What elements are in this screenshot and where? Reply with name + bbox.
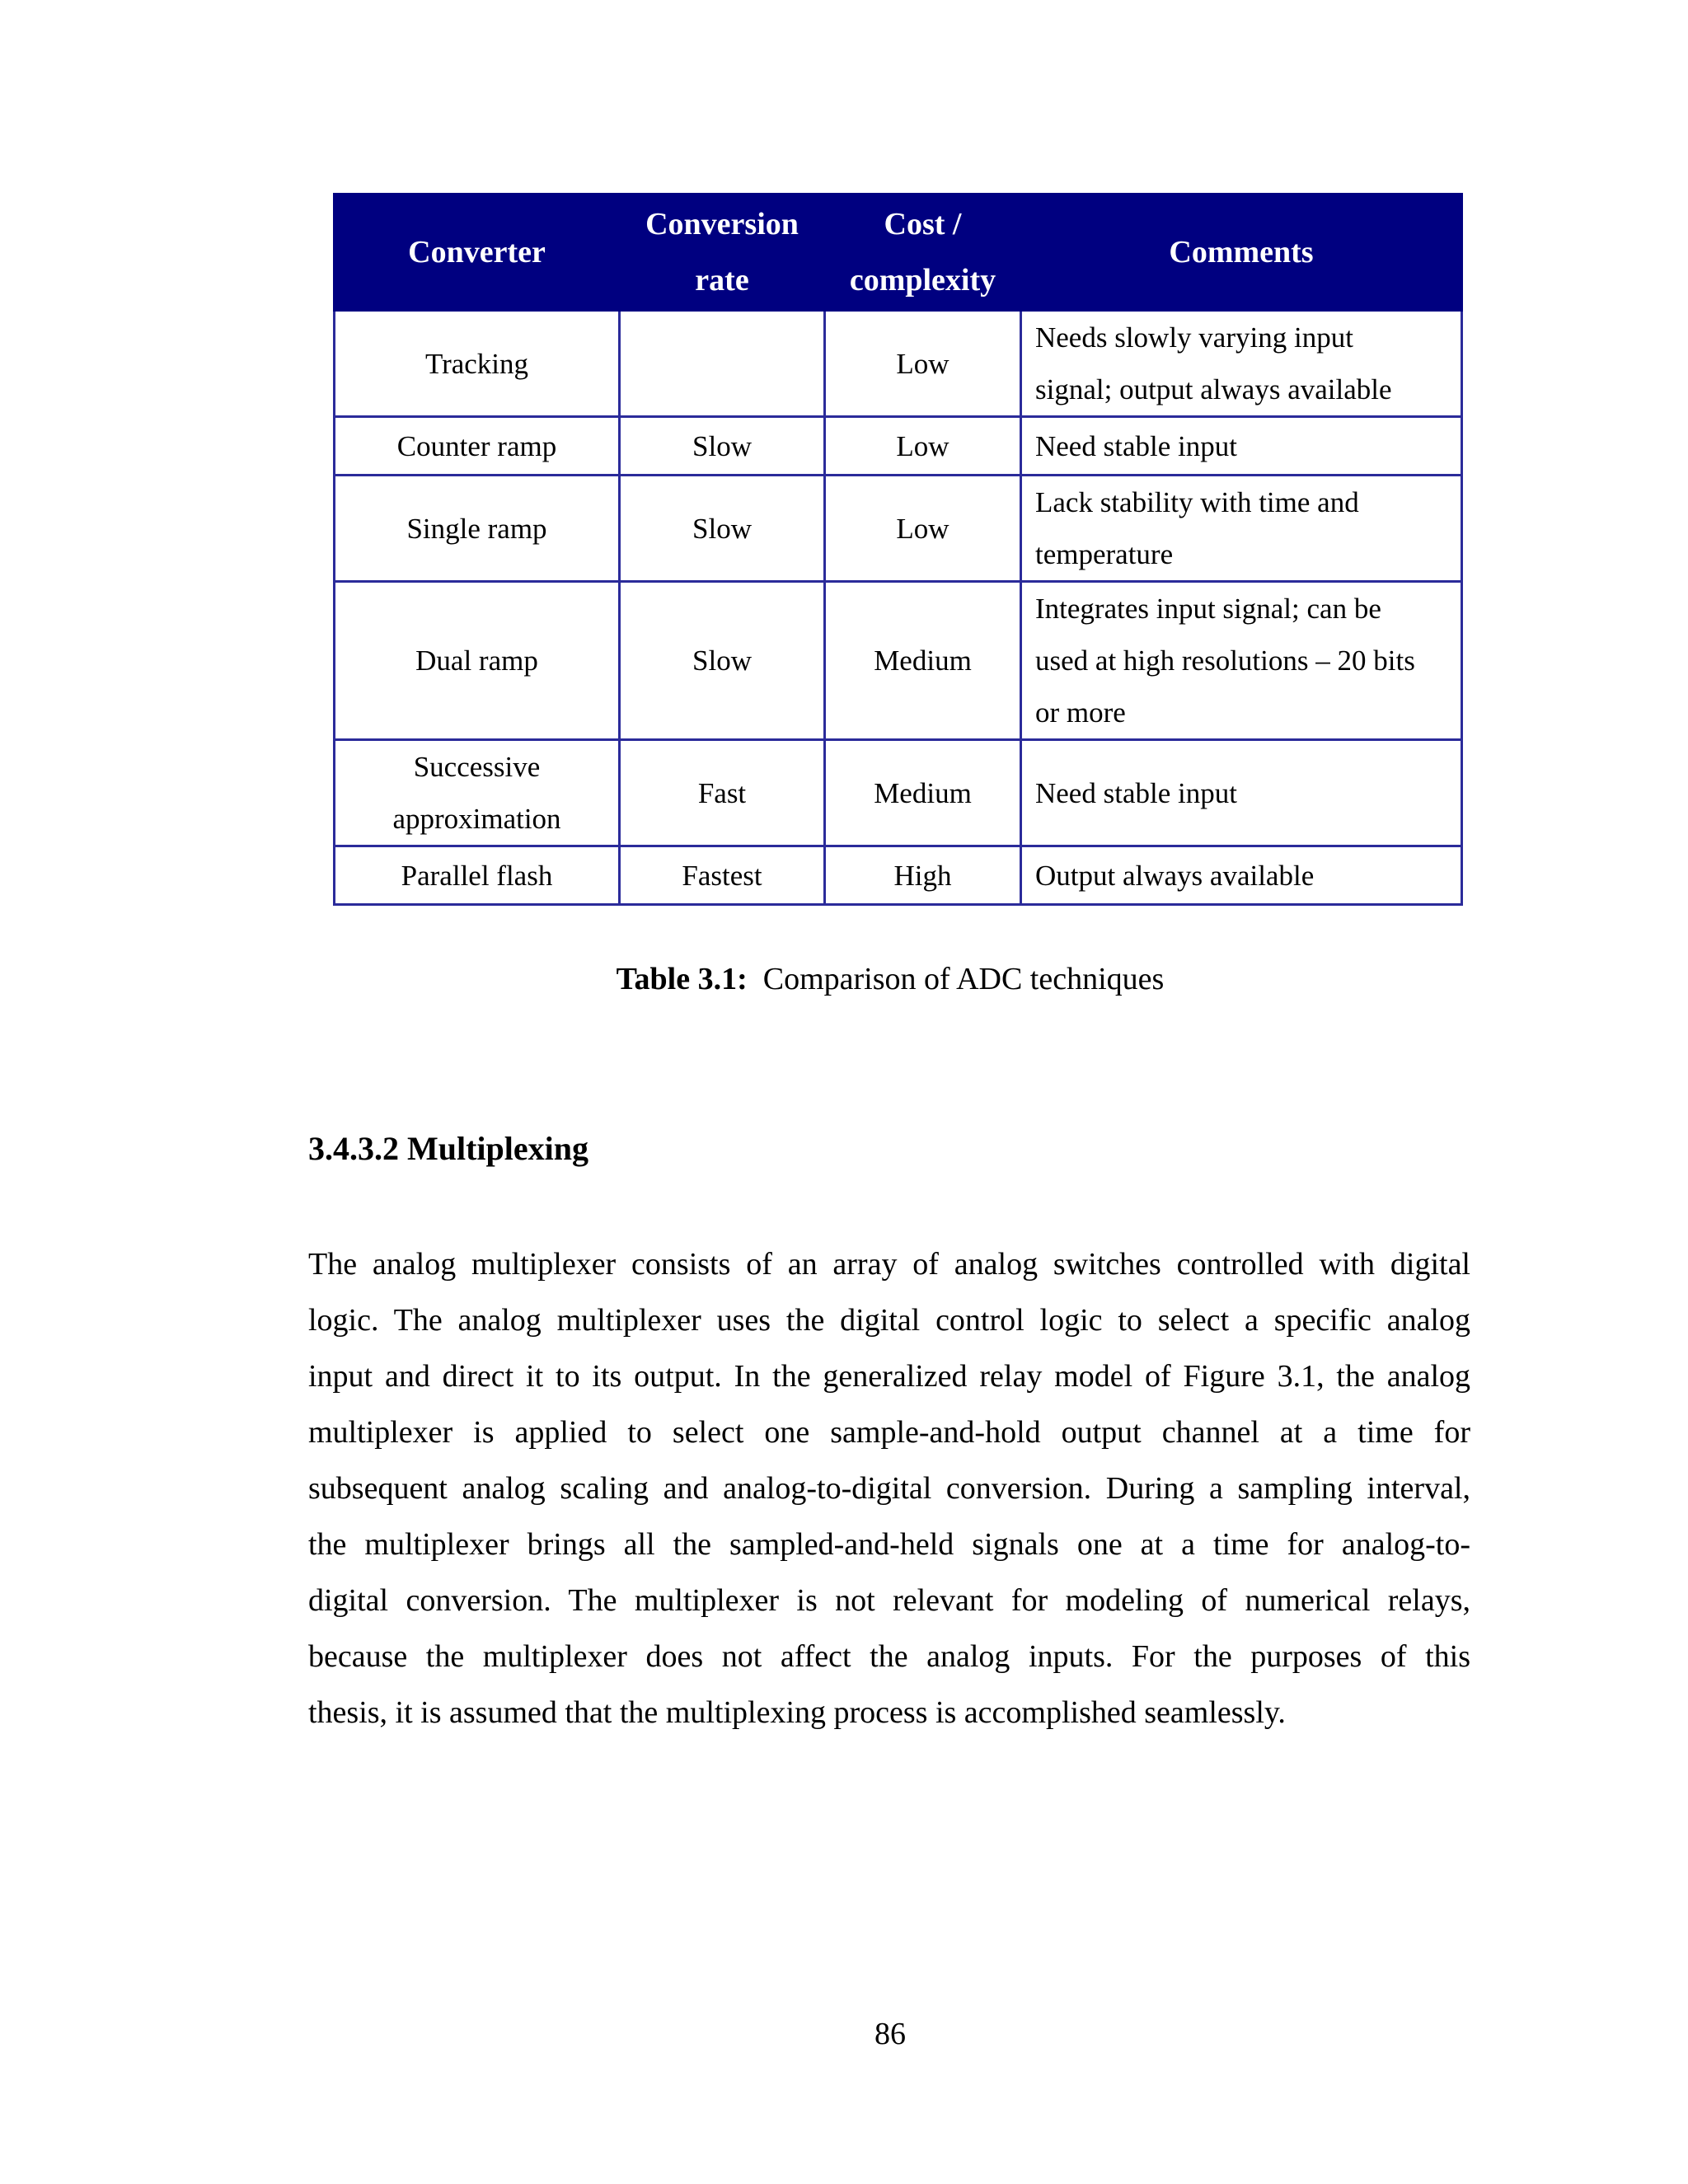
header-comments (1021, 194, 1462, 311)
section-heading: 3.4.3.2 Multiplexing (308, 1130, 589, 1167)
table-row (335, 740, 1462, 846)
header-conversion-rate (620, 194, 825, 311)
cell-text: or more (1035, 696, 1126, 729)
body-paragraph (308, 1236, 1470, 1741)
table-header-row (335, 194, 1462, 311)
cell-text: Lack stability with time and (1035, 486, 1359, 518)
header-line: Converter (408, 235, 546, 269)
cell-rate: Slow (620, 582, 825, 740)
table-row (335, 417, 1462, 476)
header-line: Comments (1169, 235, 1314, 269)
table-caption (0, 958, 1688, 1001)
cell-text: Counter ramp (396, 429, 557, 462)
cell-cost: Medium (825, 582, 1021, 740)
header-line: rate (695, 263, 749, 298)
header-line: complexity (849, 263, 996, 298)
cell-rate: Fastest (620, 846, 825, 905)
paragraph-line: digital conversion. The multiplexer is not relevant for modeling of numerical relays, (308, 1583, 1470, 1618)
table-row (335, 476, 1462, 582)
cell-comments (1021, 582, 1462, 740)
table-row (335, 311, 1462, 417)
cell-text: Needs slowly varying input (1035, 321, 1353, 354)
cell-cost: High (825, 846, 1021, 905)
cell-converter (335, 582, 620, 740)
cell-text: Successive (413, 751, 541, 783)
paragraph-line: subsequent analog scaling and analog-to-digital conversion. During a sampling interval, (308, 1471, 1470, 1506)
paragraph-line: the multiplexer brings all the sampled-and-held signals one at a time for analog-to- (308, 1527, 1470, 1562)
paragraph-line: multiplexer is applied to select one sample-and-hold output channel at a time for (308, 1415, 1470, 1450)
cell-converter (335, 476, 620, 582)
cell-text: Single ramp (406, 512, 547, 545)
paragraph-line: input and direct it to its output. In the generalized relay model of Figure 3.1, the analog (308, 1359, 1470, 1394)
header-cost-complexity (825, 194, 1021, 311)
cell-text: Tracking (424, 347, 529, 380)
cell-text: Integrates input signal; can be (1035, 593, 1381, 625)
cell-text: used at high resolutions – 20 bits (1035, 644, 1415, 677)
cell-comments (1021, 740, 1462, 846)
cell-cost: Low (825, 311, 1021, 417)
paragraph-line: because the multiplexer does not affect the analog inputs. For the purposes of this (308, 1639, 1470, 1674)
cell-text: Output always available (1035, 859, 1315, 892)
header-converter (335, 194, 620, 311)
cell-text: approximation (392, 803, 561, 835)
cell-comments (1021, 476, 1462, 582)
paragraph-line: logic. The analog multiplexer uses the digital control logic to select a specific analog (308, 1303, 1470, 1338)
cell-converter (335, 846, 620, 905)
cell-cost: Low (825, 476, 1021, 582)
cell-rate: Fast (620, 740, 825, 846)
cell-cost: Low (825, 417, 1021, 476)
cell-cost: Medium (825, 740, 1021, 846)
header-line: Conversion (645, 207, 799, 241)
cell-rate (620, 311, 825, 417)
cell-text: signal; output always available (1035, 373, 1392, 405)
paragraph-line: The analog multiplexer consists of an array of analog switches controlled with digital (308, 1247, 1470, 1282)
paragraph-line: thesis, it is assumed that the multiplexing process is accomplished seamlessly. (308, 1695, 1286, 1730)
cell-text: temperature (1035, 538, 1174, 570)
cell-rate: Slow (620, 417, 825, 476)
header-line: Cost / (884, 207, 962, 241)
caption-label: Table 3.1: (616, 962, 748, 996)
cell-converter (335, 311, 620, 417)
cell-converter (335, 417, 620, 476)
cell-comments (1021, 417, 1462, 476)
cell-rate: Slow (620, 476, 825, 582)
table-row (335, 846, 1462, 905)
adc-comparison-table (333, 193, 1463, 906)
cell-text: Dual ramp (415, 644, 538, 677)
cell-comments (1021, 311, 1462, 417)
cell-comments (1021, 846, 1462, 905)
cell-text: Need stable input (1035, 429, 1237, 462)
cell-text: Need stable input (1035, 776, 1237, 809)
cell-converter (335, 740, 620, 846)
caption-text: Comparison of ADC techniques (762, 962, 1165, 996)
page-number: 86 (874, 2017, 906, 2051)
table-row (335, 582, 1462, 740)
cell-text: Parallel flash (401, 859, 553, 892)
